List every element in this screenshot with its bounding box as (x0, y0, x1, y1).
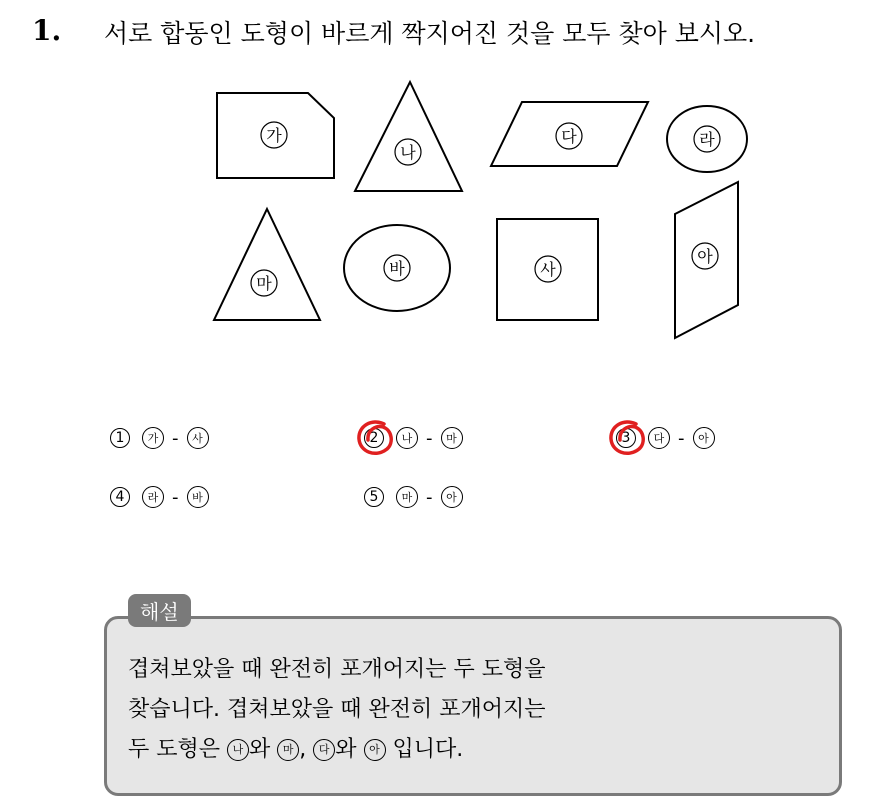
explanation-glyph: 아 (364, 739, 386, 761)
shape-label-a: 아 (697, 247, 713, 266)
shapes-figure (0, 0, 884, 360)
choice-number-text: 3 (621, 430, 631, 446)
explanation-text-fragment: , (299, 737, 314, 762)
shape-label-ra: 라 (699, 130, 715, 149)
choice-glyph: 바 (187, 486, 209, 508)
shape-label-na: 나 (400, 143, 416, 162)
explanation-tag: 해설 (128, 594, 191, 627)
shape-label-sa: 사 (540, 260, 556, 279)
explanation-text-fragment: 두 도형은 (128, 737, 227, 762)
shape-na (355, 82, 462, 191)
choice-dash: - (172, 427, 179, 449)
choice-dash: - (426, 486, 433, 508)
explanation-glyph: 다 (313, 739, 335, 761)
choice-glyph: 마 (396, 486, 418, 508)
choice-dash: - (678, 427, 685, 449)
choice-4[interactable] (110, 486, 209, 508)
choice-1[interactable] (110, 427, 209, 449)
choice-glyph: 사 (187, 427, 209, 449)
choice-glyph: 다 (648, 427, 670, 449)
choice-number (364, 428, 384, 448)
choice-dash: - (172, 486, 179, 508)
choice-glyph: 아 (693, 427, 715, 449)
choice-glyph: 가 (142, 427, 164, 449)
explanation-text-fragment: 입니다. (385, 737, 464, 762)
choice-number-text: 2 (369, 430, 379, 446)
choice-number: 1 (110, 428, 130, 448)
choice-glyph: 라 (142, 486, 164, 508)
shape-label-da: 다 (561, 127, 577, 146)
explanation-glyph: 나 (227, 739, 249, 761)
question-text: 서로 합동인 도형이 바르게 짝지어진 것을 모두 찾아 보시오. (104, 19, 756, 48)
shape-ma (214, 209, 320, 320)
shape-label-ga: 가 (266, 126, 282, 145)
explanation-text-fragment: 와 (335, 737, 364, 762)
choice-5[interactable] (364, 486, 463, 508)
explanation-line: 찾습니다. 겹쳐보았을 때 완전히 포개어지는 (128, 697, 546, 722)
explanation-glyph: 마 (277, 739, 299, 761)
explanation-line (128, 730, 546, 770)
choice-glyph: 마 (441, 427, 463, 449)
choice-2[interactable] (364, 427, 463, 449)
choice-number: 5 (364, 487, 384, 507)
question-number: 1. (32, 14, 62, 47)
shape-label-ba: 바 (389, 259, 405, 278)
choice-dash: - (426, 427, 433, 449)
choice-glyph: 아 (441, 486, 463, 508)
choice-glyph: 나 (396, 427, 418, 449)
choice-number (616, 428, 636, 448)
explanation-line: 겹쳐보았을 때 완전히 포개어지는 두 도형을 (128, 657, 546, 682)
choice-number: 4 (110, 487, 130, 507)
shape-label-ma: 마 (256, 274, 272, 293)
explanation-text (128, 650, 546, 770)
explanation-text-fragment: 와 (249, 737, 278, 762)
choice-3[interactable] (616, 427, 715, 449)
